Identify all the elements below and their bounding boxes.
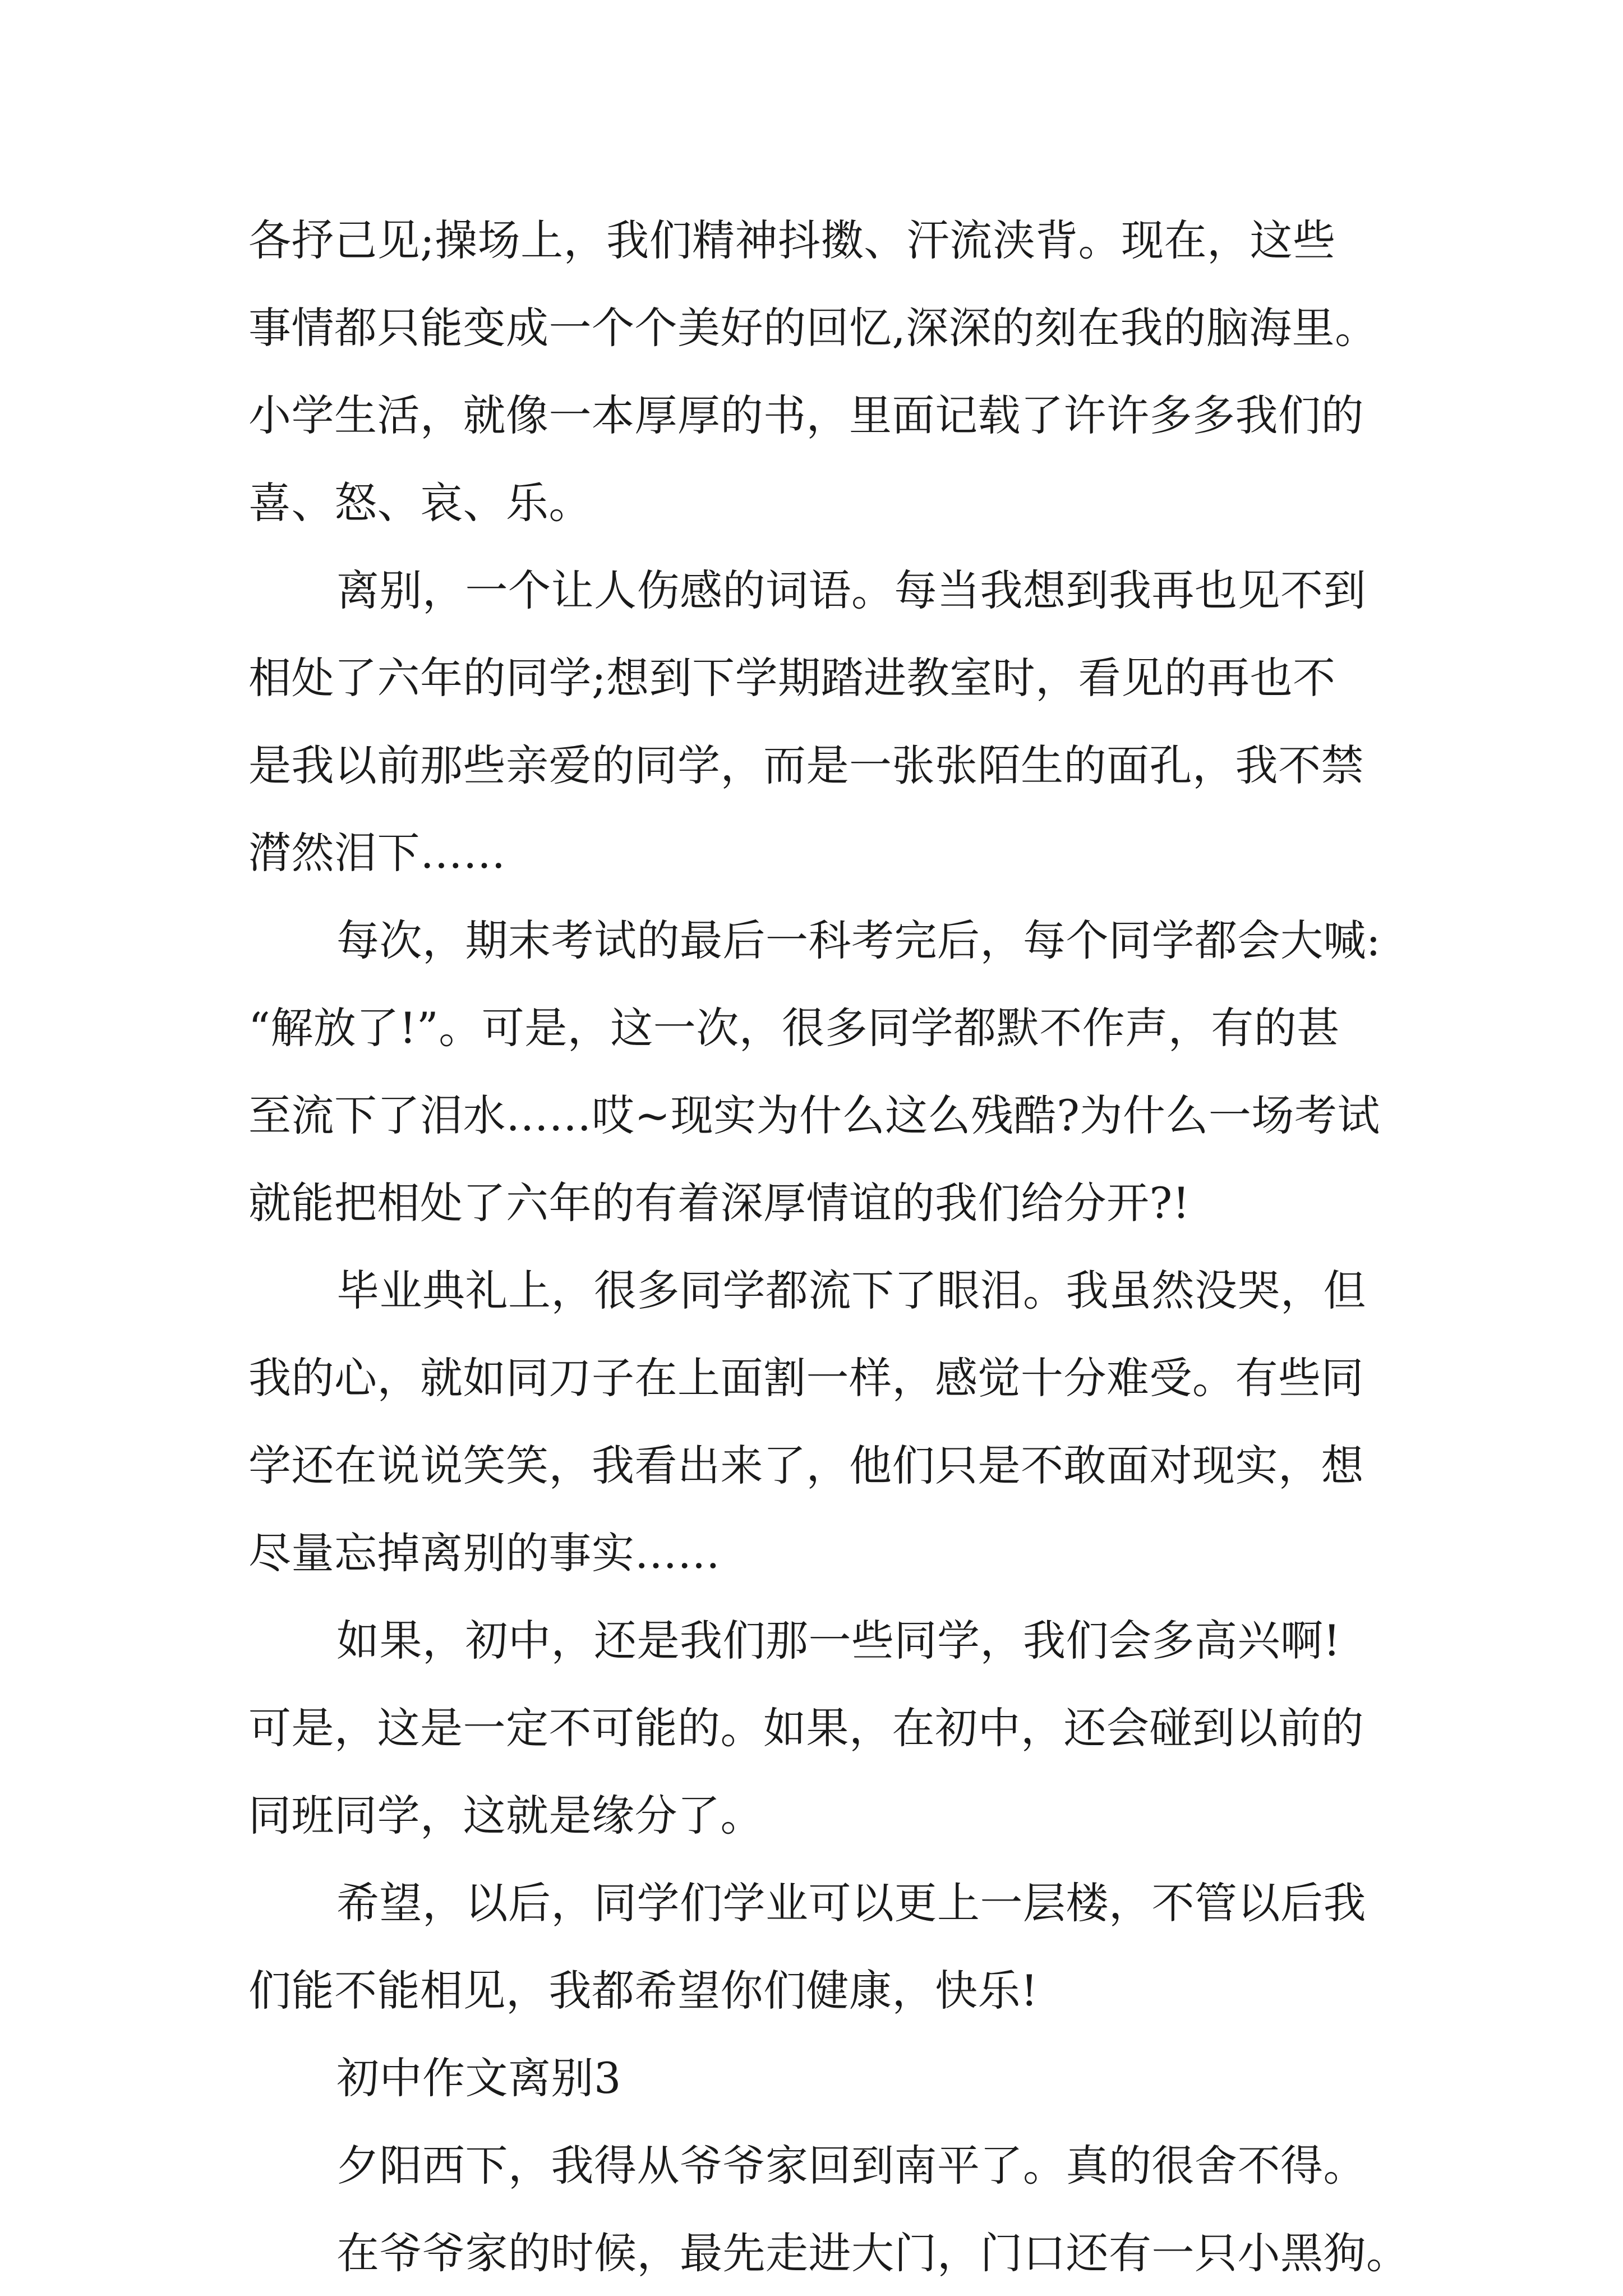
text-line: 就能把相处了六年的有着深厚情谊的我们给分开?! [248, 1178, 1190, 1228]
paragraph-first-line: 在爷爷家的时候，最先走进大门，门口还有一只小黑狗。 [336, 2228, 1409, 2278]
text-line: 可是，这是一定不可能的。如果，在初中，还会碰到以前的 [248, 1703, 1364, 1753]
text-line: 学还在说说笑笑，我看出来了，他们只是不敢面对现实，想 [248, 1441, 1364, 1490]
text-line: 我的心，就如同刀子在上面割一样，感觉十分难受。有些同 [248, 1353, 1364, 1403]
paragraph-first-line: 离别，一个让人伤感的词语。每当我想到我再也见不到 [336, 565, 1366, 615]
paragraph-first-line: 希望，以后，同学们学业可以更上一层楼，不管以后我 [336, 1878, 1366, 1928]
text-line: “解放了!”。可是，这一次，很多同学都默不作声，有的甚 [248, 1003, 1340, 1053]
paragraph-first-line: 夕阳西下，我得从爷爷家回到南平了。真的很舍不得。 [336, 2141, 1366, 2191]
text-line: 潸然泪下…… [248, 828, 506, 878]
text-line: 是我以前那些亲爱的同学，而是一张张陌生的面孔，我不禁 [248, 740, 1364, 790]
text-line: 同班同学，这就是缘分了。 [248, 1791, 763, 1841]
text-line: 尽量忘掉离别的事实…… [248, 1528, 721, 1578]
paragraph-first-line: 毕业典礼上，很多同学都流下了眼泪。我虽然没哭，但 [336, 1266, 1366, 1315]
text-line: 事情都只能变成一个个美好的回忆,深深的刻在我的脑海里。 [248, 303, 1378, 353]
text-line: 小学生活，就像一本厚厚的书，里面记载了许许多多我们的 [248, 390, 1364, 440]
paragraph-first-line: 如果，初中，还是我们那一些同学，我们会多高兴啊! [336, 1616, 1341, 1665]
paragraph-first-line: 每次，期末考试的最后一科考完后，每个同学都会大喊: [336, 915, 1381, 965]
text-line: 各抒己见;操场上，我们精神抖擞、汗流浃背。现在，这些 [248, 215, 1336, 265]
section-heading: 初中作文离别3 [336, 2053, 621, 2103]
text-line: 至流下了泪水……哎~现实为什么这么残酷?为什么一场考试 [248, 1091, 1380, 1140]
text-line: 们能不能相见，我都希望你们健康，快乐! [248, 1966, 1039, 2016]
text-line: 相处了六年的同学;想到下学期踏进教室时，看见的再也不 [248, 653, 1336, 703]
text-line: 喜、怒、哀、乐。 [248, 478, 592, 528]
